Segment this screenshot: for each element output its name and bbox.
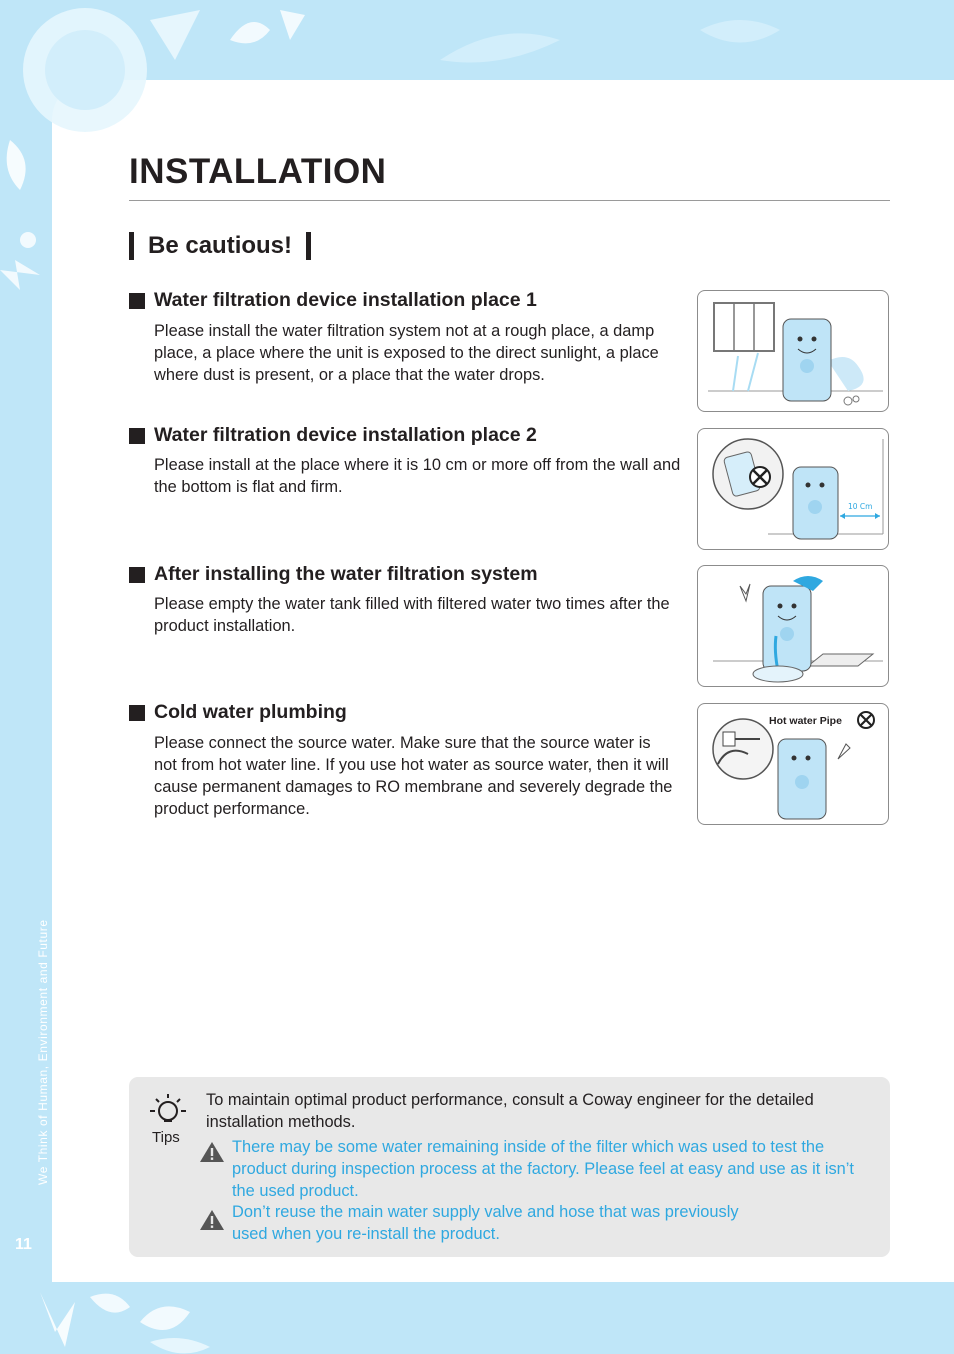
- bullet-square-icon: [129, 293, 145, 309]
- section-body-installation-place-1: Please install the water filtration system not at a rough place, a damp place, a place where the unit is exposed to the direct sunlight, a place where dust is present, or a place that the water drops.: [154, 322, 659, 384]
- section-body-installation-place-2: Please install at the place where it is 10 cm or more off from the wall and the bottom is flat and firm.: [154, 456, 681, 496]
- subheading-text: Be cautious!: [148, 232, 293, 259]
- section-body-after-installing: Please empty the water tank filled with filtered water two times after the product installation.: [154, 595, 670, 635]
- side-slogan: We Think of Human, Environment and Future: [36, 919, 50, 1185]
- section-heading-after-installing: After installing the water filtration system: [129, 563, 538, 586]
- warning-icon: [199, 1209, 225, 1231]
- warning-text-reuse-valve: Don’t reuse the main water supply valve and hose that was previously used when you re-install the product.: [232, 1203, 739, 1243]
- warning-text-remaining-water: There may be some water remaining inside of the filter which was used to test the product during inspection process at the factory. Please feel at easy and use as it isn’t the used product.: [232, 1138, 854, 1200]
- page-number: 11: [15, 1236, 32, 1253]
- illustration-empty-tank: [697, 565, 889, 687]
- section-heading-installation-place-1: Water filtration device installation place 1: [129, 289, 537, 312]
- warning-icon: [199, 1141, 225, 1163]
- floral-decoration-left: [0, 130, 52, 310]
- bullet-square-icon: [129, 567, 145, 583]
- subheading-bar-left: [129, 232, 134, 260]
- illustration-rough-place: [697, 290, 889, 412]
- floral-decoration-bottom: [0, 1282, 954, 1354]
- floral-decoration-top: [0, 0, 954, 140]
- distance-label: 10 Cm: [848, 502, 873, 511]
- subheading-bar-right: [306, 232, 311, 260]
- section-heading-cold-water-plumbing: Cold water plumbing: [129, 701, 347, 724]
- section-heading-installation-place-2: Water filtration device installation place 2: [129, 424, 537, 447]
- hot-water-pipe-label: Hot water Pipe: [769, 715, 842, 727]
- title-divider: [129, 200, 890, 201]
- section-body-cold-water-plumbing: Please connect the source water. Make sure that the source water is not from hot water line. If you use hot water as source water, then it will cause permanent damages to RO membrane and severely degrade the product performance.: [154, 734, 673, 818]
- illustration-hot-water-pipe: [697, 703, 889, 825]
- lightbulb-icon: [148, 1092, 188, 1126]
- bullet-square-icon: [129, 428, 145, 444]
- tips-label: Tips: [152, 1129, 180, 1146]
- illustration-wall-distance: [697, 428, 889, 550]
- subheading: [129, 230, 311, 262]
- bullet-square-icon: [129, 705, 145, 721]
- tips-main-text: To maintain optimal product performance, consult a Coway engineer for the detailed installation methods.: [206, 1091, 814, 1131]
- page-title: INSTALLATION: [129, 152, 387, 191]
